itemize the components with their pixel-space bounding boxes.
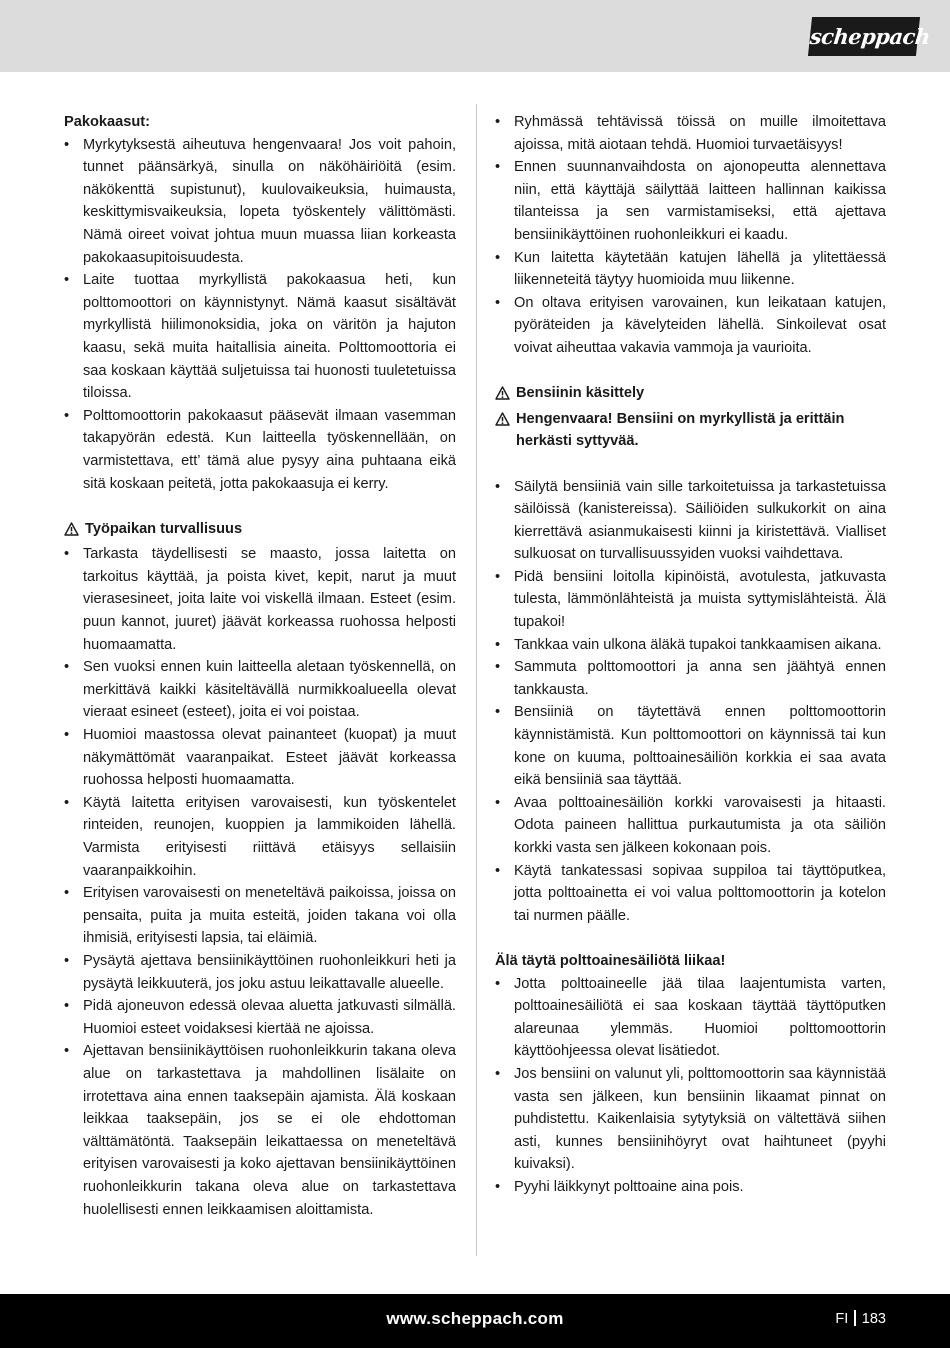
- warning-heading-text: Työpaikan turvallisuus: [85, 520, 243, 537]
- bullet-item: • Pysäytä ajettava bensiinikäyttöinen ruohonleikkuri heti ja pysäytä leikkuuterä, jos joku astuu leikattavalle alueelle.: [64, 950, 456, 995]
- paragraph-gap: [495, 360, 886, 383]
- right-column: [495, 111, 886, 1199]
- paragraph-gap: [495, 927, 886, 950]
- section-heading: Pakokaasut:: [64, 114, 150, 130]
- bullet-item: • Ajettavan bensiinikäyttöisen ruohonleikkurin takana oleva alue on tarkastettava ja mahdollinen lisälaite on irrotettava aina ennen taaksepäin ajamista. Älä koskaan leikkaa taaksepäin, jos se ei ole ehdottoman välttämätöntä. Taaksepäin leikattaessa on meneteltävä erityisen varovaisesti ja koko ajettavan bensiinikäyttöinen ruohonleikkurin takana oleva alue on tarkastettava huolellisesti ennen leikkaamisen aloittamista.: [64, 1040, 456, 1221]
- warning-heading-text: Hengenvaara! Bensiini on myrkyllistä ja erittäin herkästi syttyvää.: [516, 410, 845, 450]
- bullet-item: • On oltava erityisen varovainen, kun leikataan katujen, pyöräteiden ja kävelyteiden lähellä. Sinkoilevat osat voivat aiheuttaa vakavia vammoja ja vaurioita.: [495, 292, 886, 360]
- page-number-block: [835, 1310, 886, 1327]
- warning-heading: [64, 518, 456, 544]
- bullet-item: • Jos bensiini on valunut yli, polttomoottorin saa käynnistää vasta sen jälkeen, kun bensiinin likaamat pinnat on puhdistettu. Kaikenlaisia sytytyksiä on vältettävä siihen asti, kunnes bensiinihöyryt ovat haihtuneet (pyyhi kuivaksi).: [495, 1063, 886, 1176]
- bullet-item: • Kun laitetta käytetään katujen lähellä ja ylitettäessä liikenneteitä täytyy huomioida muu liikenne.: [495, 247, 886, 292]
- warning-triangle-icon: [495, 408, 514, 434]
- bullet-item: • Ryhmässä tehtävissä töissä on muille ilmoitettava ajoissa, mitä aiotaan tehdä. Huomioi turvaetäisyys!: [495, 111, 886, 156]
- language-code: FI: [835, 1311, 849, 1327]
- bullet-item: • Pidä ajoneuvon edessä olevaa aluetta jatkuvasti silmällä. Huomioi esteet voidaksesi kiertää ne ajoissa.: [64, 995, 456, 1040]
- section-heading: Älä täytä polttoainesäiliötä liikaa!: [495, 952, 726, 969]
- left-column: [64, 111, 456, 1221]
- bullet-item: • Pyyhi läikkynyt polttoaine aina pois.: [495, 1176, 886, 1199]
- warning-triangle-icon: [495, 382, 514, 408]
- bullet-item: • Myrkytyksestä aiheutuva hengenvaara! Jos voit pahoin, tunnet päänsärkyä, sinulla on näköhäiriöitä (esim. näkökenttä supistunut), kuulovaikeuksia, huimausta, keskittymisvaikeuksia, lopeta työskentely välittömästi. Nämä oireet voivat johtua muun muassa liian korkeasta pakokaasupitoisuudesta.: [64, 134, 456, 270]
- bullet-item: • Tankkaa vain ulkona äläkä tupakoi tankkaamisen aikana.: [495, 634, 886, 657]
- bullet-item: • Sammuta polttomoottori ja anna sen jäähtyä ennen tankkausta.: [495, 656, 886, 701]
- bullet-item: • Polttomoottorin pakokaasut pääsevät ilmaan vasemman takapyörän edestä. Kun laitteella työskennellään, on varmistettava, ett’ tämä alue pysyy aina puhtaana eikä sitä koskaan peitetä, jotta pakokaasuja ei kerry.: [64, 405, 456, 495]
- bullet-item: • Tarkasta täydellisesti se maasto, jossa laitetta on tarkoitus käyttää, ja poista kivet, kepit, narut ja muut vierasesineet, joita laite voi viskellä ilmaan. Esteet (esim. puun kannot, juuret) jäävät korkeassa ruohossa helposti huomaamatta.: [64, 543, 456, 656]
- column-divider: [476, 104, 477, 1256]
- paragraph-gap: [495, 453, 886, 476]
- footer-separator: [854, 1310, 856, 1326]
- bullet-item: • Sen vuoksi ennen kuin laitteella aletaan työskennellä, on merkittävä kaikki käsiteltävällä nurmikkoalueella olevat vieraat esineet (esteet), joita ei voi poistaa.: [64, 656, 456, 724]
- page-header: [0, 0, 950, 72]
- bullet-item: • Huomioi maastossa olevat painanteet (kuopat) ja muut näkymättömät vaaranpaikat. Esteet jäävät korkeassa ruohossa helposti huomaamatta.: [64, 724, 456, 792]
- scheppach-logo: scheppach: [808, 17, 920, 56]
- footer-url: www.scheppach.com: [386, 1309, 564, 1328]
- bullet-item: • Bensiiniä on täytettävä ennen polttomoottorin käynnistämistä. Kun polttomoottori on käynnissä tai kun kone on kuuma, polttoainesäiliön korkkia ei saa avata eikä bensiiniä saa täyttää.: [495, 701, 886, 791]
- bullet-item: • Pidä bensiini loitolla kipinöistä, avotulesta, jatkuvasta tulesta, lämmönlähteistä ja muista syttymislähteistä. Älä tupakoi!: [495, 566, 886, 634]
- bullet-item: • Jotta polttoaineelle jää tilaa laajentumista varten, polttoainesäiliötä ei saa koskaan täyttää täyttöputken alareunaa ylemmäs. Huomioi polttomoottorin käyttöohjeessa olevat lisätiedot.: [495, 973, 886, 1063]
- page-footer: [0, 1294, 950, 1348]
- warning-heading: [495, 382, 886, 408]
- bullet-item: • Ennen suunnanvaihdosta on ajonopeutta alennettava niin, että käyttäjä säilyttää laitteen hallinnan kaikissa tilanteissa ja sen varmistamiseksi, että ajettava bensiinikäyttöinen ruohonleikkuri ei kaadu.: [495, 156, 886, 246]
- page-number: 183: [861, 1311, 886, 1327]
- warning-heading: [495, 408, 886, 453]
- bullet-item: • Käytä laitetta erityisen varovaisesti, kun työskentelet rinteiden, reunojen, kuoppien ja lammikoiden lähellä. Varmista erityisesti riittävä etäisyys sellaisiin vaaranpaikkoihin.: [64, 792, 456, 882]
- bullet-item: • Erityisen varovaisesti on meneteltävä paikoissa, joissa on pensaita, puita ja muita esteitä, joiden takana voi olla ihmisiä, erityisesti lapsia, tai eläimiä.: [64, 882, 456, 950]
- bullet-item: • Laite tuottaa myrkyllistä pakokaasua heti, kun polttomoottori on käynnistynyt. Nämä kaasut sisältävät myrkyllistä hiilimonoksidia, joka on väritön ja hajuton kaasu, sekä muita haitallisia aineita. Polttomoottoria ei saa koskaan käyttää suljetuissa tai huonosti tuuletetuissa tiloissa.: [64, 269, 456, 405]
- warning-triangle-icon: [64, 518, 83, 544]
- bullet-item: • Avaa polttoainesäiliön korkki varovaisesti ja hitaasti. Odota paineen hallittua purkautumista ja ota säiliön korkki vasta sen jälkeen kokonaan pois.: [495, 792, 886, 860]
- bullet-item: • Käytä tankatessasi sopivaa suppiloa tai täyttöputkea, jotta polttoainetta ei voi valua polttomoottorin ja kotelon tai nurmen päälle.: [495, 860, 886, 928]
- bullet-item: • Säilytä bensiiniä vain sille tarkoitetuissa ja tarkastetuissa säilöissä (kanistereissa). Säiliöiden sulkukorkit on aina kierrettävä asianmukaisesti kiinni ja kiristettävä. Vialliset sulkuosat on turvallisuussyiden vuoksi vaihdettava.: [495, 476, 886, 566]
- paragraph-gap: [64, 495, 456, 518]
- warning-heading-text: Bensiinin käsittely: [516, 385, 645, 402]
